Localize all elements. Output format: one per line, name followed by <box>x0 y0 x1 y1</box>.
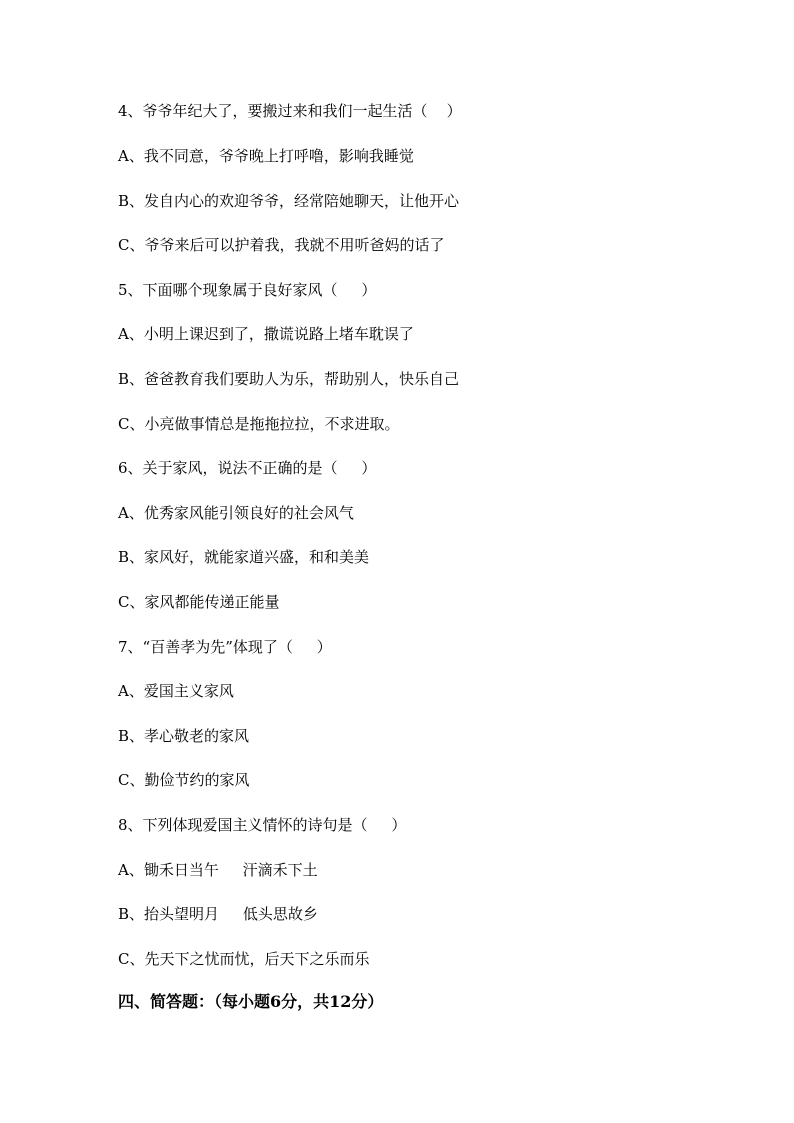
question-6-option-c: C、家风都能传递正能量 <box>118 593 280 611</box>
question-5-option-a: A、小明上课迟到了，撒谎说路上堵车耽误了 <box>118 325 414 343</box>
question-7-stem: 7、“百善孝为先”体现了（ ） <box>118 638 332 656</box>
question-4-option-a: A、我不同意，爷爷晚上打呼噜，影响我睡觉 <box>118 147 414 165</box>
question-7-option-a: A、爱国主义家风 <box>118 682 234 700</box>
question-6-stem: 6、关于家风，说法不正确的是（ ） <box>118 459 377 477</box>
question-7-option-b: B、孝心敬老的家风 <box>118 727 250 745</box>
section-heading: 四、简答题：（每小题6分，共12分） <box>118 992 384 1011</box>
question-4-option-c: C、爷爷来后可以护着我，我就不用听爸妈的话了 <box>118 236 445 254</box>
question-6-option-b: B、家风好，就能家道兴盛，和和美美 <box>118 548 370 566</box>
question-5-option-c: C、小亮做事情总是拖拖拉拉，不求进取。 <box>118 415 400 433</box>
question-4-stem: 4、爷爷年纪大了，要搬过来和我们一起生活（ ） <box>118 102 462 120</box>
question-7-option-c: C、勤俭节约的家风 <box>118 771 250 789</box>
question-8-option-b: B、抬头望明月 低头思故乡 <box>118 905 318 923</box>
question-5-stem: 5、下面哪个现象属于良好家风（ ） <box>118 281 377 299</box>
question-4-option-b: B、发自内心的欢迎爷爷，经常陪她聊天，让他开心 <box>118 192 460 210</box>
question-8-stem: 8、下列体现爱国主义情怀的诗句是（ ） <box>118 816 407 834</box>
question-6-option-a: A、优秀家风能引领良好的社会风气 <box>118 504 354 522</box>
question-8-option-c: C、先天下之忧而忧，后天下之乐而乐 <box>118 950 370 968</box>
question-5-option-b: B、爸爸教育我们要助人为乐，帮助别人，快乐自己 <box>118 370 460 388</box>
question-8-option-a: A、锄禾日当午 汗滴禾下土 <box>118 861 318 879</box>
